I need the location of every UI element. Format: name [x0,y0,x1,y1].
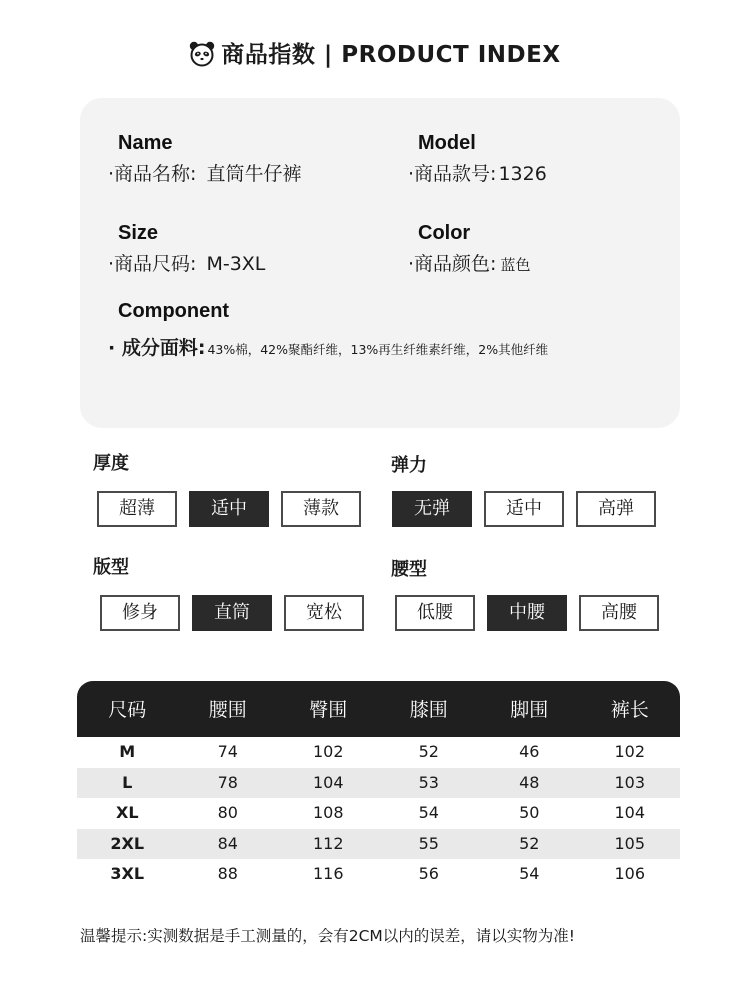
table-cell: 52 [519,833,540,853]
table-cell: 84 [217,833,238,853]
table-header [77,681,680,737]
fit-option-slim[interactable]: 修身 [100,595,180,631]
table-cell: 3XL [110,864,145,883]
table-cell: 102 [312,742,344,761]
fit-option-loose[interactable]: 宽松 [284,595,364,631]
thickness-option-medium[interactable]: 适中 [189,491,269,527]
size-table [77,681,680,890]
header-length: 裤长 [610,699,649,721]
header-hip: 臀围 [309,699,348,721]
fit-option-straight[interactable]: 直筒 [192,595,272,631]
size-value: M-3XL [206,253,266,275]
table-row [77,768,680,799]
header-hem: 脚围 [510,699,549,721]
table-cell: M [119,742,136,761]
waist-option-high[interactable]: 高腰 [579,595,659,631]
model-field [408,132,547,186]
component-field [108,300,548,360]
table-cell: 52 [418,742,439,761]
color-value: 蓝色 [500,256,531,274]
elasticity-label: 弹力 [391,455,427,476]
table-cell: 102 [614,742,646,761]
table-row [77,737,680,768]
table-cell: XL [115,803,139,822]
table-cell: 106 [614,864,646,883]
table-cell: 54 [519,864,540,883]
thickness-option-thin[interactable]: 薄款 [281,491,361,527]
elasticity-option-high[interactable]: 高弹 [576,491,656,527]
table-cell: 80 [217,803,238,822]
table-cell: 88 [217,864,238,883]
component-label-en: Component [118,300,230,322]
size-label-cn: ·商品尺码: [108,253,197,275]
table-cell: L [122,772,133,792]
table-cell: 116 [312,864,344,883]
page-title [0,36,750,73]
waist-label: 腰型 [391,559,427,580]
table-cell: 53 [418,772,439,792]
model-label-cn: ·商品款号: [408,163,497,185]
page-title-text: 商品指数 | PRODUCT INDEX [221,42,561,68]
table-cell: 104 [614,803,646,822]
table-cell: 54 [418,803,439,822]
fit-label: 版型 [93,557,129,578]
name-field [108,132,301,186]
product-info-card [80,98,680,428]
header-knee: 膝围 [409,699,448,721]
color-label-cn: ·商品颜色: [408,253,497,275]
table-row [77,829,680,860]
header-waist: 腰围 [208,699,247,721]
name-value: 直筒牛仔裤 [206,163,302,185]
model-value: 1326 [498,163,547,185]
component-value: 43%棉，42%聚酯纤维，13%再生纤维素纤维，2%其他纤维 [207,342,549,357]
color-label-en: Color [418,222,471,244]
waist-option-low[interactable]: 低腰 [395,595,475,631]
table-cell: 103 [614,772,646,792]
header-size: 尺码 [108,699,147,721]
thickness-option-ultrathin[interactable]: 超薄 [97,491,177,527]
table-cell: 74 [217,742,238,761]
table-cell: 50 [519,803,540,822]
table-cell: 104 [312,772,344,792]
table-cell: 108 [312,803,344,822]
table-row [77,859,680,890]
panda-icon [189,41,215,73]
model-label-en: Model [418,132,476,154]
table-cell: 56 [418,864,439,883]
name-label-en: Name [118,132,173,154]
waist-option-mid[interactable]: 中腰 [487,595,567,631]
table-row [77,798,680,829]
thickness-label: 厚度 [93,453,129,474]
table-cell: 105 [614,833,646,853]
table-cell: 2XL [110,833,145,853]
component-label-cn: · 成分面料: [108,337,206,359]
table-cell: 55 [418,833,439,853]
color-field [408,222,530,276]
elasticity-option-none[interactable]: 无弹 [392,491,472,527]
name-label-cn: ·商品名称: [108,163,197,185]
table-cell: 78 [217,772,238,792]
table-cell: 112 [312,833,344,853]
measurement-note: 温馨提示:实测数据是手工测量的，会有2CM以内的误差，请以实物为准! [80,927,575,945]
table-cell: 46 [519,742,540,761]
elasticity-option-medium[interactable]: 适中 [484,491,564,527]
size-field [108,222,265,276]
size-label-en: Size [118,222,159,244]
table-cell: 48 [519,772,540,792]
